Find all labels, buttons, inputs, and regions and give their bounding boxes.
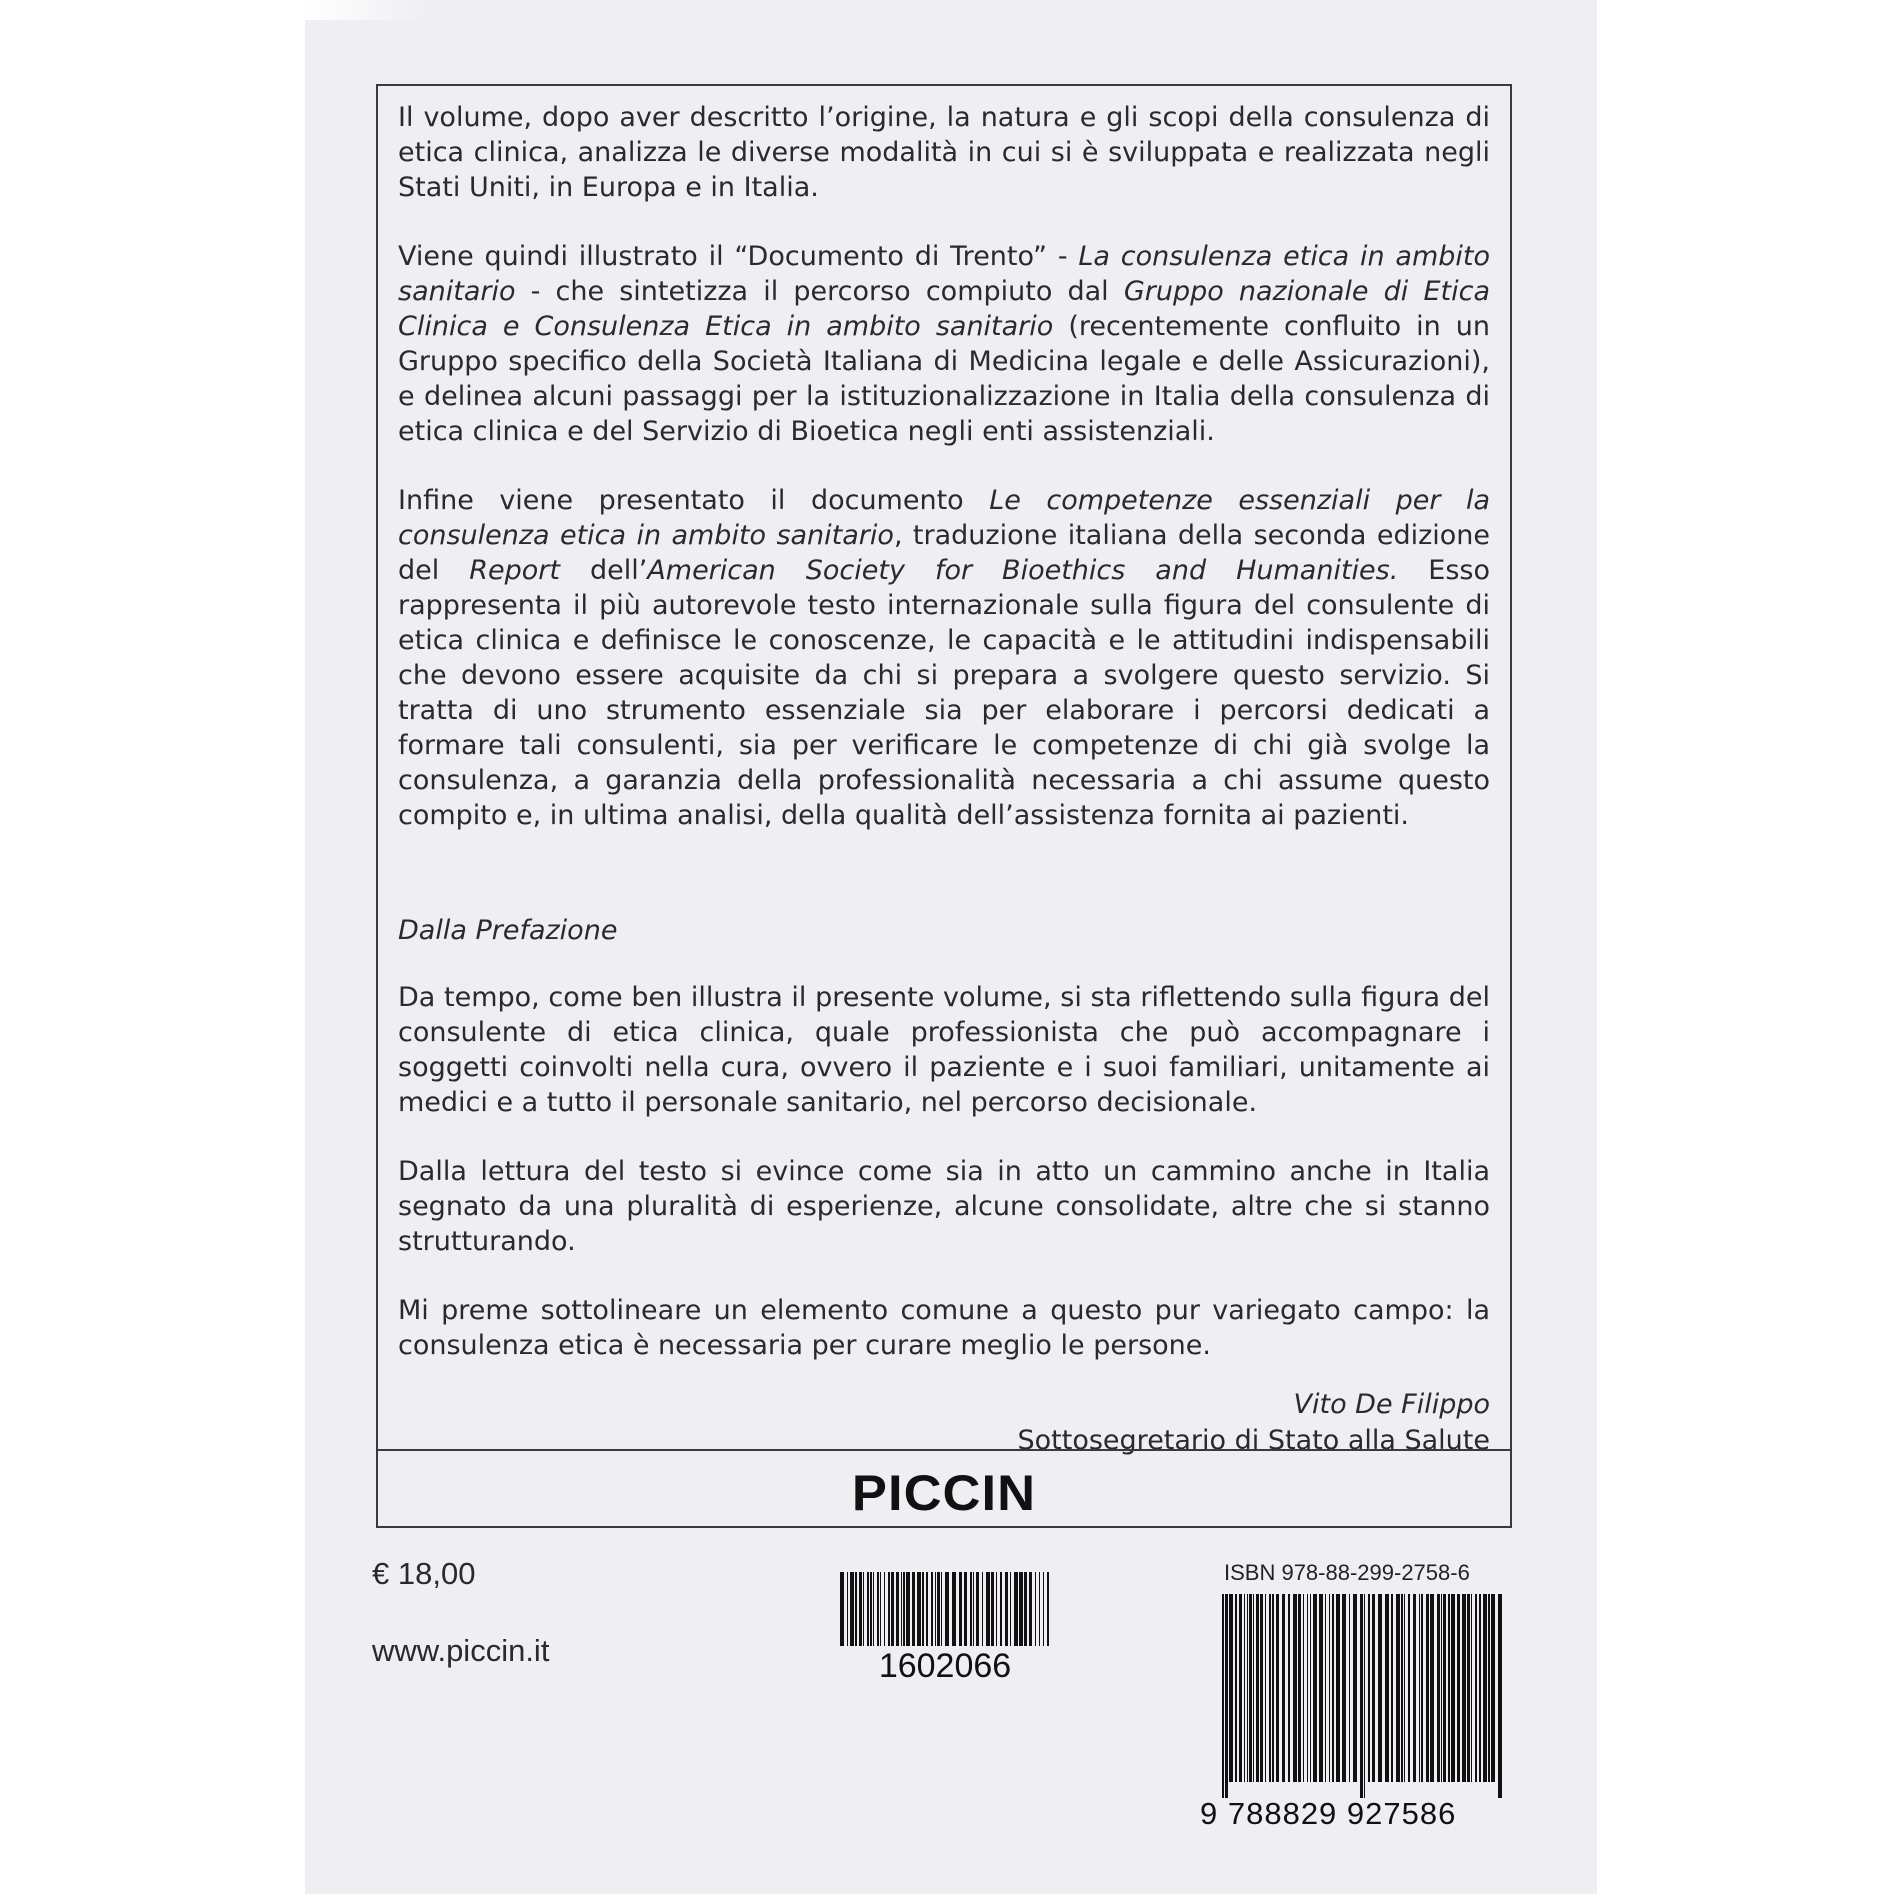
price-label: € 18,00 — [372, 1556, 476, 1591]
barcode-bar — [1408, 1594, 1410, 1782]
barcode-bar — [891, 1572, 894, 1646]
signature-name: Vito De Filippo — [1293, 1389, 1490, 1420]
p3-report-italic: Report — [469, 555, 560, 586]
barcode-bar — [1310, 1594, 1311, 1782]
barcode-bar — [847, 1572, 848, 1646]
barcode-bar — [1462, 1594, 1466, 1782]
barcode-bar — [1467, 1594, 1470, 1782]
barcode-bar — [873, 1572, 874, 1646]
barcode-bar — [1047, 1572, 1049, 1646]
barcode-bar — [1010, 1572, 1011, 1646]
barcode-bar — [935, 1572, 936, 1646]
barcode-bar — [901, 1572, 902, 1646]
barcode-bar — [1260, 1594, 1263, 1782]
p3-text-g: Esso rappresenta il più autorevole testo internazionale sulla figura del consulente di etica clinica e definisce le conoscenze, le capacità e le attitudini indispensabili che devono essere acquisite da chi si prepara a svolgere questo servizio. Si tratta di uno strumento essenziale sia per elaborare i percorsi dedicati a formare tali consulenti, sia per verificare le competenze di chi già svolge la consulenza, a garanzia della professionalità necessaria a chi assume questo compito e, in ultima analisi, della qualità dell’assistenza fornita ai pazienti. — [398, 555, 1491, 831]
preface-heading: Dalla Prefazione — [398, 915, 618, 946]
barcode-bar — [1437, 1594, 1440, 1782]
barcode-bar — [1019, 1572, 1023, 1646]
barcode-bar — [1404, 1594, 1405, 1782]
barcode-bar — [1303, 1594, 1304, 1782]
barcode-bar — [1014, 1572, 1018, 1646]
barcode-bar — [1368, 1594, 1370, 1782]
barcode-bar — [964, 1572, 967, 1646]
barcode-bar — [1421, 1594, 1423, 1782]
p3-society-italic: American Society for Bioethics and Humanities. — [647, 555, 1399, 586]
barcode-bar — [867, 1572, 869, 1646]
barcode-bar — [931, 1572, 933, 1646]
barcode-bar — [855, 1572, 857, 1646]
barcode-bar — [1430, 1594, 1434, 1782]
barcode-bar — [1329, 1594, 1330, 1782]
barcode-bar — [1253, 1594, 1254, 1782]
barcode-bar — [880, 1572, 881, 1646]
barcode-bar — [952, 1572, 956, 1646]
barcode-bar — [1247, 1594, 1248, 1782]
barcode-bar — [1426, 1594, 1429, 1782]
barcode-bar — [996, 1572, 997, 1646]
barcode-bar — [976, 1572, 979, 1646]
p3-doc-italic: Le competenze essenziali per la consulenza etica in ambito sanitario — [398, 485, 1490, 551]
barcode-bar — [991, 1572, 994, 1646]
barcode-bar — [1005, 1572, 1008, 1646]
publisher-logo: PICCIN — [851, 1465, 1037, 1521]
barcode-bar — [859, 1572, 862, 1646]
isbn-label: ISBN 978-88-299-2758-6 — [1224, 1560, 1470, 1585]
barcode-bar — [1288, 1594, 1290, 1782]
barcode-bar — [1475, 1594, 1477, 1782]
barcode-bar — [1396, 1594, 1400, 1782]
p3-text-a: Infine viene presentato il documento — [398, 485, 990, 516]
barcode-bar — [1372, 1594, 1375, 1782]
barcode-bar — [917, 1572, 921, 1646]
barcode-bar — [982, 1572, 983, 1646]
barcode-bar — [1282, 1594, 1285, 1782]
p2-title-italic: La consulenza etica in ambito sanitario — [398, 241, 1491, 307]
barcode-bar — [926, 1572, 928, 1646]
barcode-bar — [1244, 1594, 1245, 1782]
barcode-ean-number: 9 788829 927586 — [1200, 1796, 1457, 1831]
paragraph-2 — [398, 239, 1490, 449]
barcode-bar — [986, 1572, 990, 1646]
barcode-bar — [863, 1572, 864, 1646]
paragraph-3 — [398, 483, 1490, 833]
barcode-bar — [1419, 1594, 1420, 1782]
barcode-bar — [1443, 1594, 1446, 1782]
barcode-bar — [1441, 1594, 1442, 1782]
barcode-bar — [903, 1572, 905, 1646]
barcode-bar — [1385, 1594, 1389, 1782]
barcode-bar — [945, 1572, 949, 1646]
barcode-bar — [1043, 1572, 1044, 1646]
barcode-bar — [850, 1572, 854, 1646]
barcode-bar — [1488, 1594, 1490, 1782]
p2-text-a: Viene quindi illustrato il “Documento di Trento” - — [398, 241, 1079, 272]
barcode-bar — [1265, 1594, 1266, 1782]
signature-role: Sottosegretario di Stato alla Salute — [1017, 1425, 1490, 1456]
p2-group-italic: Gruppo nazionale di Etica Clinica e Consulenza Etica in ambito sanitario — [398, 276, 1490, 342]
barcode-bar — [1491, 1594, 1495, 1782]
barcode-bar — [1378, 1594, 1382, 1782]
barcode-bar — [1391, 1594, 1393, 1782]
barcode-ean — [1222, 1594, 1504, 1798]
text-frame — [376, 84, 1512, 1528]
barcode-bar — [1342, 1594, 1346, 1782]
barcode-bar — [840, 1572, 844, 1646]
barcode-bar — [1269, 1594, 1271, 1782]
barcode-bar — [1272, 1594, 1274, 1782]
cover-sheen — [305, 0, 425, 20]
barcode-bar — [1229, 1594, 1233, 1782]
p2-text-c: - che sintetizza il percorso compiuto dal — [515, 276, 1124, 307]
barcode-bar — [1293, 1594, 1297, 1782]
barcode-bar — [1225, 1594, 1228, 1798]
frame-divider — [378, 1449, 1510, 1451]
barcode-bar — [922, 1572, 924, 1646]
barcode-bar — [1451, 1594, 1455, 1782]
barcode-bar — [1336, 1594, 1340, 1782]
barcode-bar — [1298, 1594, 1301, 1782]
barcode-bar — [941, 1572, 942, 1646]
barcode-bar — [912, 1572, 915, 1646]
barcode-bar — [1239, 1594, 1242, 1782]
barcode-bar — [1457, 1594, 1460, 1782]
p3-text-e: dell’ — [559, 555, 648, 586]
barcode-bar — [1276, 1594, 1279, 1782]
barcode-bar — [888, 1572, 890, 1646]
blurb-text — [398, 100, 1490, 1459]
paragraph-1: Il volume, dopo aver descritto l’origine, la natura e gli scopi della consulenza di etica clinica, analizza le diverse modalità in cui si è sviluppata e realizzata negli Stati Uniti, in Europa e in Italia. — [398, 102, 1490, 203]
barcode-bar — [1222, 1594, 1224, 1798]
barcode-bar — [1039, 1572, 1040, 1646]
barcode-bar — [1401, 1594, 1403, 1782]
barcode-bar — [937, 1572, 940, 1646]
barcode-bar — [896, 1572, 899, 1646]
barcode-small-number: 1602066 — [878, 1647, 1012, 1685]
barcode-bar — [1000, 1572, 1002, 1646]
paragraph-4: Da tempo, come ben illustra il presente volume, si sta riflettendo sulla figura del consulente di etica clinica, quale professionista che può accompagnare i soggetti coinvolti nella cura, ovvero il paziente e i suoi familiari, unitamente ai medici e a tutto il personale sanitario, nel percorso decisionale. — [398, 982, 1490, 1118]
barcode-bar — [870, 1572, 872, 1646]
paragraph-6: Mi preme sottolineare un elemento comune a questo pur variegato campo: la consulenza etica è necessaria per curare meglio le persone. — [398, 1295, 1490, 1361]
barcode-bar — [1353, 1594, 1357, 1782]
barcode-bar — [1313, 1594, 1317, 1782]
barcode-bar — [970, 1572, 972, 1646]
barcode-bar — [1307, 1594, 1308, 1782]
barcode-bar — [1235, 1594, 1237, 1782]
barcode-bar — [884, 1572, 885, 1646]
barcode-bar — [1360, 1594, 1363, 1798]
barcode-bar — [1471, 1594, 1472, 1782]
barcode-bar — [1349, 1594, 1350, 1782]
barcode-bar — [1332, 1594, 1334, 1782]
barcode-bar — [1479, 1594, 1481, 1782]
barcode-bar — [1319, 1594, 1323, 1782]
p3-text-c: , traduzione italiana della seconda edizione del — [398, 520, 1491, 586]
barcode-bar — [1024, 1572, 1027, 1646]
barcode-bar — [1029, 1572, 1032, 1646]
barcode-bar — [1498, 1594, 1502, 1798]
barcode-bar — [1448, 1594, 1450, 1782]
barcode-bar — [906, 1572, 910, 1646]
barcode-bar — [959, 1572, 962, 1646]
barcode-bar — [1364, 1594, 1365, 1798]
barcode-bar — [973, 1572, 974, 1646]
barcode-bar — [1483, 1594, 1487, 1782]
barcode-bar — [1249, 1594, 1252, 1782]
barcode-bar — [1325, 1594, 1326, 1782]
barcode-bar — [1035, 1572, 1036, 1646]
barcode-bar — [1256, 1594, 1259, 1782]
website-link[interactable]: www.piccin.it — [372, 1633, 550, 1668]
p2-text-e: (recentemente confluito in un Gruppo specifico della Società Italiana di Medicina legale e delle Assicurazioni), e delinea alcuni passaggi per la istituzionalizzazione in Italia della consulenza di etica clinica e del Servizio di Bioetica negli enti assistenziali. — [398, 311, 1490, 447]
paragraph-5: Dalla lettura del testo si evince come sia in atto un cammino anche in Italia segnato da una pluralità di esperienze, alcune consolidate, altre che si stanno strutturando. — [398, 1156, 1490, 1257]
barcode-bar — [877, 1572, 879, 1646]
barcode-small — [840, 1572, 1050, 1646]
barcode-bar — [1413, 1594, 1416, 1782]
